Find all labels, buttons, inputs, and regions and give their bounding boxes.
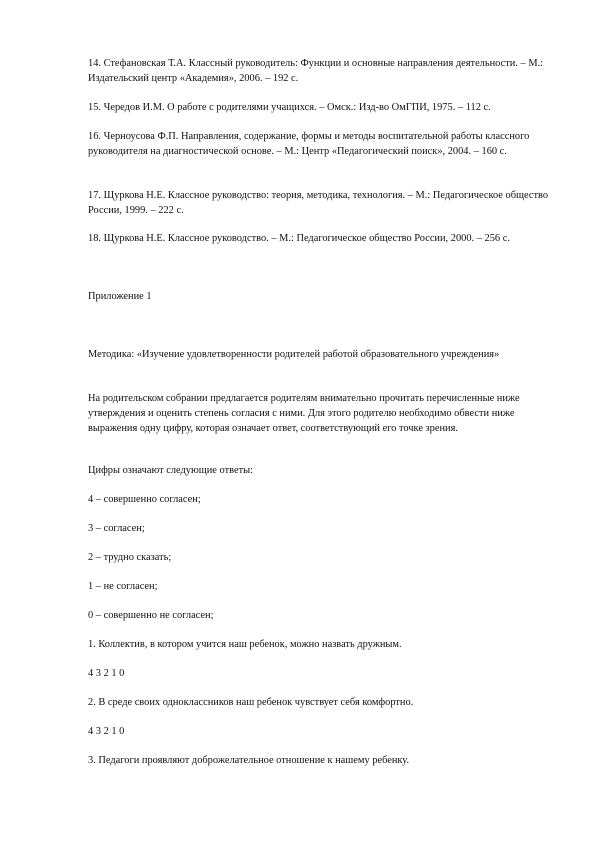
scale-intro: Цифры означают следующие ответы: <box>88 465 253 476</box>
reference-16: 16. Черноусова Ф.П. Направления, содержание, формы и методы воспитательной работы классного руководителя на диагностической основе. – М.: Центр «Педагогический поиск», 2004. – 160 с. <box>88 131 530 157</box>
statement-2: 2. В среде своих одноклассников наш ребенок чувствует себя комфортно. <box>88 697 414 708</box>
scale-option-0: 0 – совершенно не согласен; <box>88 610 214 621</box>
method-title: Методика: «Изучение удовлетворенности родителей работой образовательного учреждения» <box>88 349 500 360</box>
statement-3: 3. Педагоги проявляют доброжелательное отношение к нашему ребенку. <box>88 755 410 766</box>
appendix-title: Приложение 1 <box>88 291 152 302</box>
statement-1: 1. Коллектив, в котором учится наш ребенок, можно назвать дружным. <box>88 639 402 650</box>
reference-14: 14. Стефановская Т.А. Классный руководитель: Функции и основные направления деятельности. – М.: Издательский центр «Академия», 2006. – 192 с. <box>88 58 544 84</box>
reference-15: 15. Чередов И.М. О работе с родителями учащихся. – Омск.: Изд-во ОмГПИ, 1975. – 112 с. <box>88 102 491 113</box>
reference-17: 17. Щуркова Н.Е. Классное руководство: теория, методика, технология. – М.: Педагогическое общество России, 1999. – 222 с. <box>88 190 549 216</box>
scale-option-4: 4 – совершенно согласен; <box>88 494 201 505</box>
scale-option-1: 1 – не согласен; <box>88 581 158 592</box>
scale-option-3: 3 – согласен; <box>88 523 145 534</box>
instruction-paragraph: На родительском собрании предлагается родителям внимательно прочитать перечисленные ниже утверждения и оценить степень согласия с ними. Для этого родителю необходимо обвести ниже выражения одну цифру, которая означает ответ, соответствующий его точке зрения. <box>88 393 520 434</box>
statement-1-options: 4 3 2 1 0 <box>88 668 125 679</box>
scale-option-2: 2 – трудно сказать; <box>88 552 172 563</box>
statement-2-options: 4 3 2 1 0 <box>88 726 125 737</box>
reference-18: 18. Щуркова Н.Е. Классное руководство. – М.: Педагогическое общество России, 2000. – 256 с. <box>88 233 510 244</box>
